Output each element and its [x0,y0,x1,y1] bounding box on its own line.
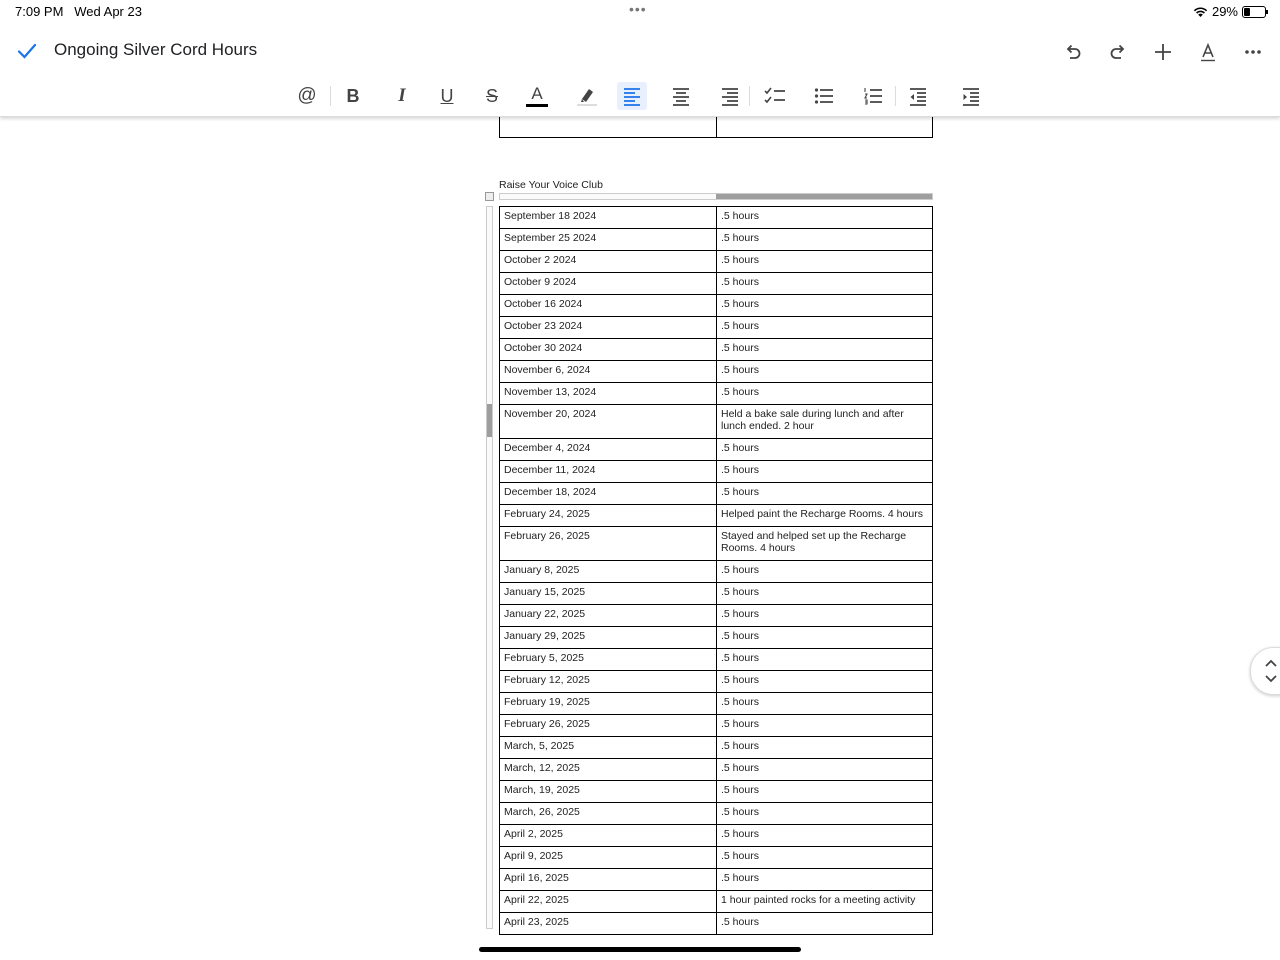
hours-cell[interactable]: 1 hour painted rocks for a meeting activity [717,891,933,913]
date-cell[interactable]: January 22, 2025 [500,605,717,627]
hours-cell[interactable]: Stayed and helped set up the Recharge Rooms. 4 hours [717,527,933,561]
date-cell[interactable]: October 2 2024 [500,251,717,273]
date-cell[interactable]: December 18, 2024 [500,483,717,505]
table-row[interactable] [500,803,933,825]
column-selector-bar[interactable] [499,193,933,200]
hours-cell[interactable]: .5 hours [717,339,933,361]
table-row[interactable] [500,671,933,693]
table-row[interactable] [500,847,933,869]
status-bar [0,0,1280,24]
hours-cell[interactable]: .5 hours [717,649,933,671]
date-cell[interactable]: February 5, 2025 [500,649,717,671]
toolbar-divider [330,86,331,106]
hours-cell[interactable]: Helped paint the Recharge Rooms. 4 hours [717,505,933,527]
table-row[interactable] [500,913,933,935]
more-options-button[interactable] [1239,38,1266,65]
strikethrough-icon: S [485,85,498,106]
table-cell[interactable] [717,117,933,138]
table-row[interactable] [500,781,933,803]
table-row[interactable] [500,483,933,505]
home-indicator[interactable] [479,947,801,952]
numbered-list-button[interactable] [858,82,888,110]
date-cell[interactable]: December 4, 2024 [500,439,717,461]
document-title[interactable]: Ongoing Silver Cord Hours [54,40,258,59]
italic-icon: I [398,85,406,106]
insert-button[interactable] [1149,38,1176,65]
hours-cell[interactable]: .5 hours [717,361,933,383]
text-color-icon: A [526,85,548,107]
table-row[interactable] [500,251,933,273]
date-cell[interactable]: February 24, 2025 [500,505,717,527]
table-row[interactable] [500,527,933,561]
undo-icon [1063,42,1083,62]
format-toolbar [0,76,1280,117]
strikethrough-button[interactable] [477,82,507,110]
date-cell[interactable]: October 16 2024 [500,295,717,317]
hours-cell[interactable]: .5 hours [717,561,933,583]
date-cell[interactable]: October 23 2024 [500,317,717,339]
hours-cell[interactable]: .5 hours [717,229,933,251]
section-label[interactable]: Raise Your Voice Club [499,179,603,191]
date-cell[interactable]: September 18 2024 [500,207,717,229]
hours-cell[interactable]: .5 hours [717,671,933,693]
numbered-list-icon [863,86,883,106]
plus-icon [1153,42,1173,62]
date-cell[interactable]: January 29, 2025 [500,627,717,649]
table-row[interactable] [500,339,933,361]
toolbar-divider [895,86,896,106]
checklist-icon [764,86,786,106]
date-cell[interactable]: January 8, 2025 [500,561,717,583]
table-select-icon[interactable] [485,192,494,201]
hours-cell[interactable]: Held a bake sale during lunch and after lunch ended. 2 hour [717,405,933,439]
align-center-icon [671,86,691,106]
table-row[interactable] [500,229,933,251]
date-cell[interactable]: April 22, 2025 [500,891,717,913]
highlighter-icon [576,85,598,107]
table-row[interactable] [500,361,933,383]
table-row[interactable] [500,693,933,715]
table-row[interactable] [500,605,933,627]
top-app-bar [0,28,1280,74]
text-format-icon [1198,42,1218,62]
redo-button[interactable] [1104,38,1131,65]
table-row[interactable] [500,505,933,527]
multitasking-dots-icon[interactable]: ••• [629,1,647,17]
document-canvas[interactable] [0,117,1280,960]
table-row[interactable] [500,295,933,317]
hours-cell[interactable]: .5 hours [717,913,933,935]
hours-cell[interactable]: .5 hours [717,251,933,273]
align-right-button[interactable] [715,82,745,110]
row-selector-gutter[interactable] [486,206,493,929]
undo-button[interactable] [1059,38,1086,65]
at-icon: @ [297,85,317,106]
decrease-indent-button[interactable] [903,82,933,110]
date-cell[interactable]: March, 5, 2025 [500,737,717,759]
hours-cell[interactable]: .5 hours [717,781,933,803]
hours-cell[interactable]: .5 hours [717,869,933,891]
increase-indent-icon [961,86,981,106]
table-row[interactable] [500,627,933,649]
table-row[interactable] [500,383,933,405]
battery-area [1193,4,1266,19]
redo-icon [1108,42,1128,62]
table-row[interactable] [500,207,933,229]
table-row[interactable] [500,891,933,913]
italic-button[interactable] [387,82,417,110]
underline-icon: U [440,85,454,106]
date-cell[interactable]: January 15, 2025 [500,583,717,605]
previous-table[interactable] [499,117,933,138]
bulleted-list-icon [814,86,834,106]
hours-cell[interactable]: .5 hours [717,605,933,627]
table-row[interactable] [500,715,933,737]
bold-icon: B [346,85,360,106]
table-row[interactable] [500,405,933,439]
battery-percent: 29% [1211,4,1238,19]
hours-cell[interactable]: .5 hours [717,461,933,483]
hours-cell[interactable]: .5 hours [717,825,933,847]
date-cell[interactable]: December 11, 2024 [500,461,717,483]
selected-column-handle[interactable] [716,194,932,199]
table-row[interactable] [500,737,933,759]
checklist-button[interactable] [760,82,790,110]
table-row[interactable] [500,649,933,671]
hours-cell[interactable]: .5 hours [717,803,933,825]
hours-cell[interactable]: .5 hours [717,737,933,759]
done-check-icon[interactable] [16,40,38,62]
align-left-button[interactable] [617,82,647,110]
chevron-up-down-icon [1263,656,1279,686]
date-cell[interactable]: November 20, 2024 [500,405,717,439]
date-cell[interactable]: February 26, 2025 [500,715,717,737]
date-cell[interactable]: April 23, 2025 [500,913,717,935]
mention-button[interactable] [292,82,322,110]
table-row[interactable] [500,759,933,781]
hours-cell[interactable]: .5 hours [717,317,933,339]
bulleted-list-button[interactable] [809,82,839,110]
hours-cell[interactable]: .5 hours [717,483,933,505]
highlight-color-button[interactable] [572,82,602,110]
date-cell[interactable]: February 26, 2025 [500,527,717,561]
date-cell[interactable]: October 30 2024 [500,339,717,361]
hours-cell[interactable]: .5 hours [717,715,933,737]
date-cell[interactable]: February 12, 2025 [500,671,717,693]
selected-row-handle[interactable] [487,404,492,437]
battery-icon [1242,6,1266,18]
hours-cell[interactable]: .5 hours [717,207,933,229]
date-cell[interactable]: April 16, 2025 [500,869,717,891]
date-cell[interactable]: March, 12, 2025 [500,759,717,781]
table-row[interactable] [500,461,933,483]
table-row[interactable] [500,117,933,138]
format-button[interactable] [1194,38,1221,65]
align-right-icon [720,86,740,106]
increase-indent-button[interactable] [956,82,986,110]
hours-cell[interactable]: .5 hours [717,273,933,295]
date-cell[interactable]: November 6, 2024 [500,361,717,383]
table-row[interactable] [500,317,933,339]
table-row[interactable] [500,583,933,605]
table-row[interactable] [500,273,933,295]
bold-button[interactable] [338,82,368,110]
hours-cell[interactable]: .5 hours [717,295,933,317]
date-cell[interactable]: April 2, 2025 [500,825,717,847]
decrease-indent-icon [908,86,928,106]
align-center-button[interactable] [666,82,696,110]
status-time: 7:09 PM Wed Apr 23 [15,4,142,19]
hours-cell[interactable]: .5 hours [717,759,933,781]
hours-cell[interactable]: .5 hours [717,627,933,649]
table-row[interactable] [500,869,933,891]
hours-cell[interactable]: .5 hours [717,583,933,605]
hours-table[interactable] [499,206,933,935]
date-cell[interactable]: September 25 2024 [500,229,717,251]
date-cell[interactable]: November 13, 2024 [500,383,717,405]
more-icon [1243,42,1263,62]
underline-button[interactable] [432,82,462,110]
date-cell[interactable]: October 9 2024 [500,273,717,295]
hours-cell[interactable]: .5 hours [717,383,933,405]
align-left-icon [622,86,642,106]
hours-cell[interactable]: .5 hours [717,693,933,715]
hours-cell[interactable]: .5 hours [717,439,933,461]
table-row[interactable] [500,561,933,583]
table-row[interactable] [500,825,933,847]
date-cell[interactable]: March, 26, 2025 [500,803,717,825]
text-color-button[interactable] [522,82,552,110]
table-row[interactable] [500,439,933,461]
toolbar-divider [749,86,750,106]
date-cell[interactable]: February 19, 2025 [500,693,717,715]
date-cell[interactable]: March, 19, 2025 [500,781,717,803]
hours-cell[interactable]: .5 hours [717,847,933,869]
wifi-icon [1193,6,1208,18]
table-cell[interactable] [500,117,717,138]
date-cell[interactable]: April 9, 2025 [500,847,717,869]
